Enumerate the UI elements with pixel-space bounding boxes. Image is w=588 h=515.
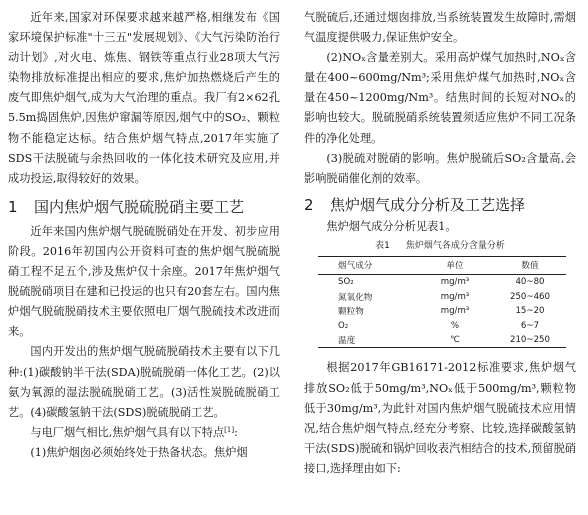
table-1-number: 表1 (375, 240, 390, 251)
desulfurization-paragraph: (3)脱硫对脱硝的影响。焦炉脱硫后SO₂含量高,会影响脱硝催化剂的效率。 (304, 151, 576, 185)
table-row (318, 333, 566, 348)
table-1-caption (304, 239, 576, 253)
right-column (304, 8, 576, 479)
cell-component: O₂ (338, 320, 349, 331)
section-1-number: 1 (8, 197, 18, 216)
section-2-title: 焦炉烟气成分分析及工艺选择 (330, 195, 526, 214)
flue-gas-composition-table (318, 256, 566, 349)
cell-component: 颗粒物 (338, 307, 364, 318)
table-row (318, 304, 566, 319)
table-row (318, 289, 566, 304)
citation-ref: [1] (224, 425, 235, 434)
cell-unit: % (450, 320, 460, 331)
cell-value: 40~80 (515, 277, 545, 288)
section-1-heading (8, 195, 280, 219)
section-1-title: 国内焦炉烟气脱硫脱硝主要工艺 (34, 197, 245, 216)
cell-unit: mg/m³ (440, 291, 470, 302)
cell-unit: mg/m³ (440, 277, 470, 288)
table-1-title: 焦炉烟气各成分含量分析 (405, 240, 505, 251)
cell-value: 15~20 (515, 306, 545, 317)
header-component: 烟气成分 (318, 256, 416, 274)
section-2-heading (304, 193, 576, 217)
header-unit: 单位 (416, 256, 494, 274)
left-column (8, 8, 280, 463)
cell-component: 氮氧化物 (338, 292, 373, 303)
section-2-number: 2 (304, 195, 314, 214)
table-intro-paragraph: 焦炉烟气成分分析见表1。 (326, 219, 457, 233)
section-1-paragraph-4: (1)焦炉烟囱必须始终处于热备状态。焦炉烟 (30, 445, 248, 459)
table-header-row (318, 256, 566, 274)
cell-component: SO₂ (338, 277, 354, 288)
cell-unit: ℃ (416, 333, 494, 348)
table-row (318, 274, 566, 289)
table-row (318, 318, 566, 333)
section-1-paragraph-2: 国内开发出的焦炉烟气脱硫脱硝技术主要有以下几种:(1)碳酸钠半干法(SDA)脱硫脱硝一体化工艺。(2)以氨为氧源的湿法脱硫脱硝工艺。(3)活性炭脱硫脱硝工艺。(4)碳酸氢钠干法(SDS)脱硫脱硝工艺。 (8, 345, 280, 419)
cell-value: 210~250 (494, 333, 566, 348)
paragraph-3-text: 与电厂烟气相比,焦炉烟气具有以下特点 (30, 425, 225, 439)
standard-requirements-paragraph: 根据2017年GB16171-2012标准要求,焦炉烟气排放SO₂低于50mg/m³,NOₓ低于500mg/m³,颗粒物低于30mg/m³,为此针对国内焦炉烟气脱硫技术应用情况,结合焦炉烟气特点,经充分考察、比较,选择碳酸氢钠干法(SDS)脱硫和锅炉回收表汽相结合的技术,预留脱硝接口,选择理由如下: (304, 361, 576, 475)
intro-paragraph: 近年来,国家对环保要求越来越严格,相继发布《国家环境保护标准"十三五"发展规划》、《大气污染防治行动计划》,对火电、炼焦、钢铁等重点行业28项大气污染物排放标准提出相应的要求,焦炉加热燃烧后产生的废气即焦炉烟气,成为大气治理的重点。我厂有2×62孔5.5m捣固焦炉,因焦炉窜漏等原因,烟气中的SO₂、颗粒物不能稳定达标。结合焦炉烟气特点,2017年实施了SDS干法脱硫与余热回收的一体化技术研究及应用,并成功投运,取得较好的效果。 (8, 11, 280, 185)
paragraph-3-colon: : (234, 425, 238, 439)
header-value: 数值 (494, 256, 566, 274)
cell-component: 温度 (318, 333, 416, 348)
section-1-paragraph-3 (8, 423, 280, 443)
cell-value: 250~460 (509, 291, 550, 302)
nox-paragraph: (2)NOₓ含量差别大。采用高炉煤气加热时,NOₓ含量在400~600mg/Nm³;采用焦炉煤气加热时,NOₓ含量在450~1200mg/Nm³。结焦时间的长短对NOₓ的影响也较大。脱硫脱硝系统装置须适应焦炉不同工况条件的净化处理。 (304, 51, 576, 145)
continued-paragraph: 气脱硫后,还通过烟囱排放,当系统装置发生故障时,需烟气温度提供吸力,保证焦炉安全。 (304, 11, 576, 45)
cell-value: 6~7 (520, 320, 540, 331)
section-1-paragraph-1: 近年来国内焦炉烟气脱硫脱硝处在开发、初步应用阶段。2016年初国内公开资料可查的焦炉烟气脱硫脱硝工程不足五个,涉及焦炉仅十余座。2017年焦炉烟气脱硫脱硝项目在建和已投运的也只有20套左右。国内焦炉烟气脱硫脱硝技术主要依照电厂烟气脱硫技术改进而来。 (8, 224, 280, 339)
cell-unit: mg/m³ (440, 306, 470, 317)
